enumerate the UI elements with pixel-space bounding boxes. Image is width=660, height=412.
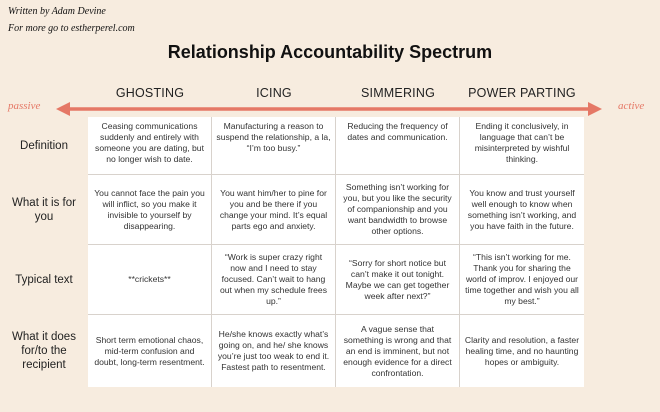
table-cell: Short term emotional chaos, mid-term confusion and doubt, long-term resentment. [88, 315, 212, 387]
spectrum-active-label: active [618, 100, 645, 112]
table-cell: A vague sense that something is wrong and that an end is imminent, but not enough evidence for a direct confrontation. [336, 315, 460, 387]
table-cell: You know and trust yourself well enough to know when something isn’t working, and you have faith in the future. [460, 175, 584, 245]
row-header-recipient-effect: What it does for/to the recipient [12, 331, 76, 371]
table-cell: You cannot face the pain you will inflict, so you make it invisible to yourself by disappearing. [88, 175, 212, 245]
table-cell: He/she knows exactly what’s going on, and he/ she knows you’re just too weak to end it. Fastest path to resentment. [212, 315, 336, 387]
table-cell: Reducing the frequency of dates and communication. [336, 117, 460, 175]
left-arrowhead-icon [56, 102, 70, 116]
column-header-power-parting: POWER PARTING [468, 86, 576, 100]
spectrum-passive-label: passive [8, 100, 41, 112]
spectrum-table [88, 117, 584, 387]
table-cell: **crickets** [88, 245, 212, 315]
table-cell: Something isn’t working for you, but you like the security of companionship and you want bandwidth to browse other options. [336, 175, 460, 245]
table-cell: “This isn’t working for me. Thank you for sharing the world of improv. I enjoyed our time together and wish you all my best.” [460, 245, 584, 315]
table-cell: Ending it conclusively, in language that can’t be misinterpreted by wishful thinking. [460, 117, 584, 175]
author-credit: Written by Adam Devine [8, 6, 106, 17]
row-header-typical-text: Typical text [15, 274, 73, 286]
table-cell: Manufacturing a reason to suspend the relationship, a la, “I’m too busy.” [212, 117, 336, 175]
table-cell: Clarity and resolution, a faster healing time, and no haunting hopes or ambiguity. [464, 334, 580, 367]
row-header-what-it-is-for-you: What it is for you [12, 197, 76, 223]
table-cell: “Sorry for short notice but can’t make it out tonight. Maybe we can get together week after next?” [336, 245, 460, 315]
column-header-simmering: SIMMERING [360, 86, 436, 100]
column-header-ghosting: GHOSTING [115, 86, 185, 100]
table-cell: Ceasing communications suddenly and entirely with someone you are dating, but no longer wish to date. [88, 117, 212, 175]
table-cell: You want him/her to pine for you and be there if you change your mind. It’s equal parts ego and anxiety. [212, 175, 336, 245]
row-header-definition: Definition [20, 140, 68, 152]
column-header-icing: ICING [256, 86, 292, 100]
table-cell: “Work is super crazy right now and I need to stay focused. Can’t wait to hang out when my schedule frees up.” [212, 245, 336, 315]
website-credit: For more go to estherperel.com [8, 23, 135, 34]
page-title: Relationship Accountability Spectrum [167, 42, 493, 62]
right-arrowhead-icon [588, 102, 602, 116]
